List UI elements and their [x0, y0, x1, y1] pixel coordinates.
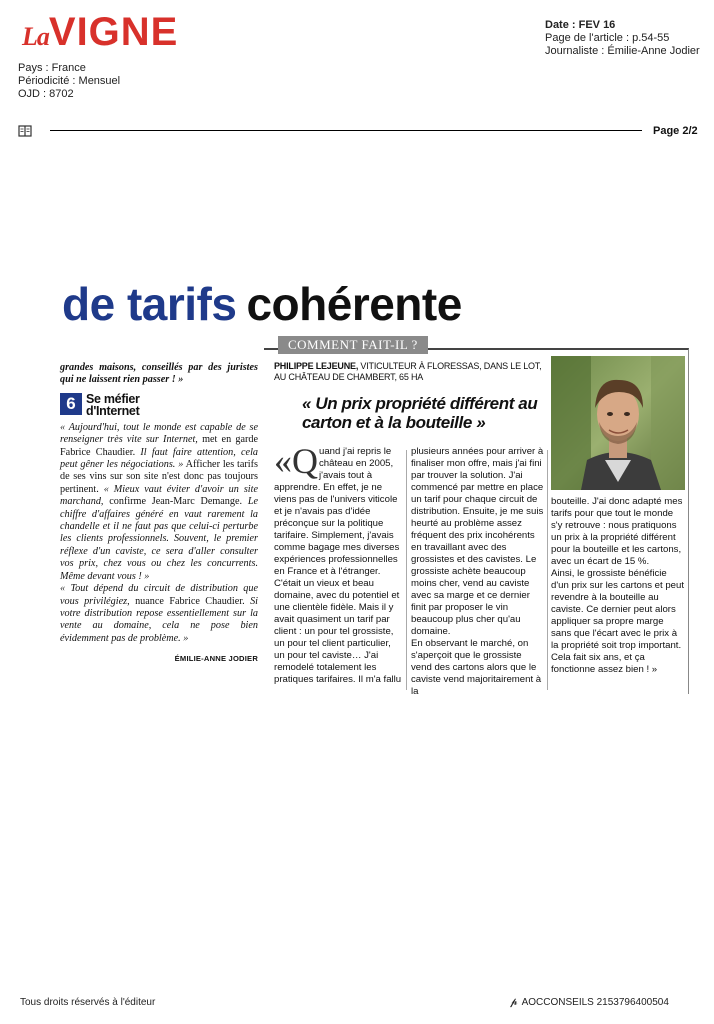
- meta-periodicite: Périodicité : Mensuel: [18, 75, 121, 87]
- left-intro-text: grandes maisons, conseillés par des juristes qui ne laissent rien passer ! »: [60, 362, 258, 386]
- subsection-title: [86, 393, 140, 418]
- section-label: COMMENT FAIT-IL ?: [278, 336, 428, 354]
- column-divider: [406, 450, 407, 690]
- publication-logo: [22, 10, 178, 55]
- header-rule: [50, 130, 642, 131]
- body-span: Afficher les tarifs de ses vins sur son site n'est donc pas toujours pertinent.: [60, 459, 258, 495]
- publication-meta: [18, 62, 120, 101]
- source-code: AOCCONSEILS 2153796400504: [521, 997, 669, 1008]
- attribution-span: confirme Jean-Marc Demange.: [103, 496, 248, 508]
- meta-pays: Pays : France: [18, 62, 86, 74]
- quote-span: « Aujourd'hui, tout le monde est capable de se renseigner très vite sur Internet,: [60, 421, 258, 446]
- box-column-3-paragraph-1: bouteille. J'ai donc adapté mes tarifs pour que tout le monde s'y retrouve : nous pratiquons un prix à la propriété différent pour la bouteille et les cartons, avec un écart de 15 %.: [551, 496, 683, 567]
- subsection-title-line-1: Se méfier: [86, 391, 140, 406]
- logo-vigne: VIGNE: [48, 10, 179, 54]
- section-number-badge: 6: [60, 393, 82, 415]
- attribution-span: nuance Fabrice Chaudier.: [129, 595, 251, 607]
- box-column-1: [274, 441, 404, 686]
- article-meta: [545, 19, 700, 58]
- left-paragraph-2: [60, 583, 258, 645]
- attribution-span: met en garde Fabrice Chaudier.: [60, 434, 259, 458]
- logo-la: La: [22, 22, 49, 51]
- portrait-photo: [551, 356, 685, 490]
- copyright-notice: Tous droits réservés à l'éditeur: [20, 997, 156, 1008]
- meta-page-article: Page de l'article : p.54-55: [545, 32, 670, 44]
- left-paragraph-1: [60, 422, 258, 583]
- box-column-3: [551, 496, 685, 676]
- box-column-3-paragraph-2: Ainsi, le grossiste bénéficie d'un prix sur les cartons et peut revendre à la bouteille au caviste. Ce dernier peut alors appliquer sa propre marge sans que l'écart avec le prix à la propriété soit trop important. Cela fait six ans, et ça fonctionne assez bien ! »: [551, 568, 685, 675]
- quote-span: Le chiffre d'affaires généré en vaut rarement la chandelle et il ne faut pas que celui-ci perturbe les clients professionnels. Souvent, le premier réflexe d'un caviste, ce sera d'aller consulter vos prix, chez vous ou chez les concurrents. Même devant vous ! »: [60, 496, 258, 582]
- left-article-column: [60, 362, 258, 666]
- meta-date: Date : FEV 16: [545, 19, 616, 31]
- author-signature: ÉMILIE-ANNE JODIER: [174, 654, 258, 664]
- book-icon: [18, 124, 32, 138]
- subsection-heading: [60, 393, 258, 418]
- quote-span: Si votre distribution repose essentiellement sur la vente au domaine, cela ne pose bien évidemment pas de problème. »: [60, 595, 258, 644]
- publisher-logo-icon: 𝓹: [510, 997, 518, 1008]
- source-reference: [510, 997, 669, 1008]
- article-headline: [62, 278, 462, 330]
- drop-cap: «Q: [274, 441, 318, 481]
- headline-part-2: cohérente: [246, 278, 462, 330]
- box-column-2: [411, 446, 545, 698]
- quote-span: « Mieux vaut éviter d'avoir un site marchand,: [60, 483, 258, 508]
- byline-name: PHILIPPE LEJEUNE,: [274, 361, 359, 371]
- meta-ojd: OJD : 8702: [18, 88, 74, 100]
- quote-span: Il faut faire attention, cela peut gêner les négociations. »: [60, 446, 258, 471]
- headline-part-1: de tarifs: [62, 278, 237, 330]
- interviewee-byline: [274, 361, 549, 383]
- box-column-2-paragraph-2: En observant le marché, on s'aperçoit que le grossiste vend des cartons alors que le caviste vend majoritairement à la: [411, 638, 542, 697]
- subsection-title-line-2: d'Internet: [86, 404, 140, 419]
- column-divider: [547, 450, 548, 690]
- box-column-1-text: uand j'ai repris le château en 2005, j'avais tout à apprendre. En effet, je ne viens pas de l'univers viticole et je n'avais pas d'idée préconçue sur la politique tarifaire. Simplement, j'avais comme bagage mes diverses expériences professionnelles en France et à l'étranger. C'était un vieux et beau domaine, avec du potentiel et une clientèle fidèle. Mais il y avait quasiment un tarif par client : un pour tel grossiste, un pour tel client particulier, un pour tel caviste… J'ai remodelé totalement les pratiques tarifaires. Il m'a fallu: [274, 446, 402, 685]
- page-number: Page 2/2: [653, 125, 698, 137]
- meta-journaliste: Journaliste : Émilie-Anne Jodier: [545, 45, 700, 57]
- byline-details: VITICULTEUR À FLORESSAS, DANS LE LOT, AU CHÂTEAU DE CHAMBERT, 65 HA: [274, 361, 542, 382]
- pull-quote: « Un prix propriété différent au carton et à la bouteille »: [302, 394, 538, 432]
- box-column-2-paragraph-1: plusieurs années pour arriver à finaliser mon offre, mais j'ai fini par trouver la solution. J'ai commencé par mettre en place un tarif pour chaque circuit de distribution. Ensuite, je me suis heurté au problème assez fréquent des prix incohérents en travaillant avec des grossistes et des cavistes. Le grossiste achète beaucoup moins cher, vend au caviste avec sa marge et ce dernier finit par proposer le vin beaucoup plus cher qu'au domaine.: [411, 446, 544, 637]
- quote-span: « Tout dépend du circuit de distribution que vous privilégiez,: [60, 583, 258, 607]
